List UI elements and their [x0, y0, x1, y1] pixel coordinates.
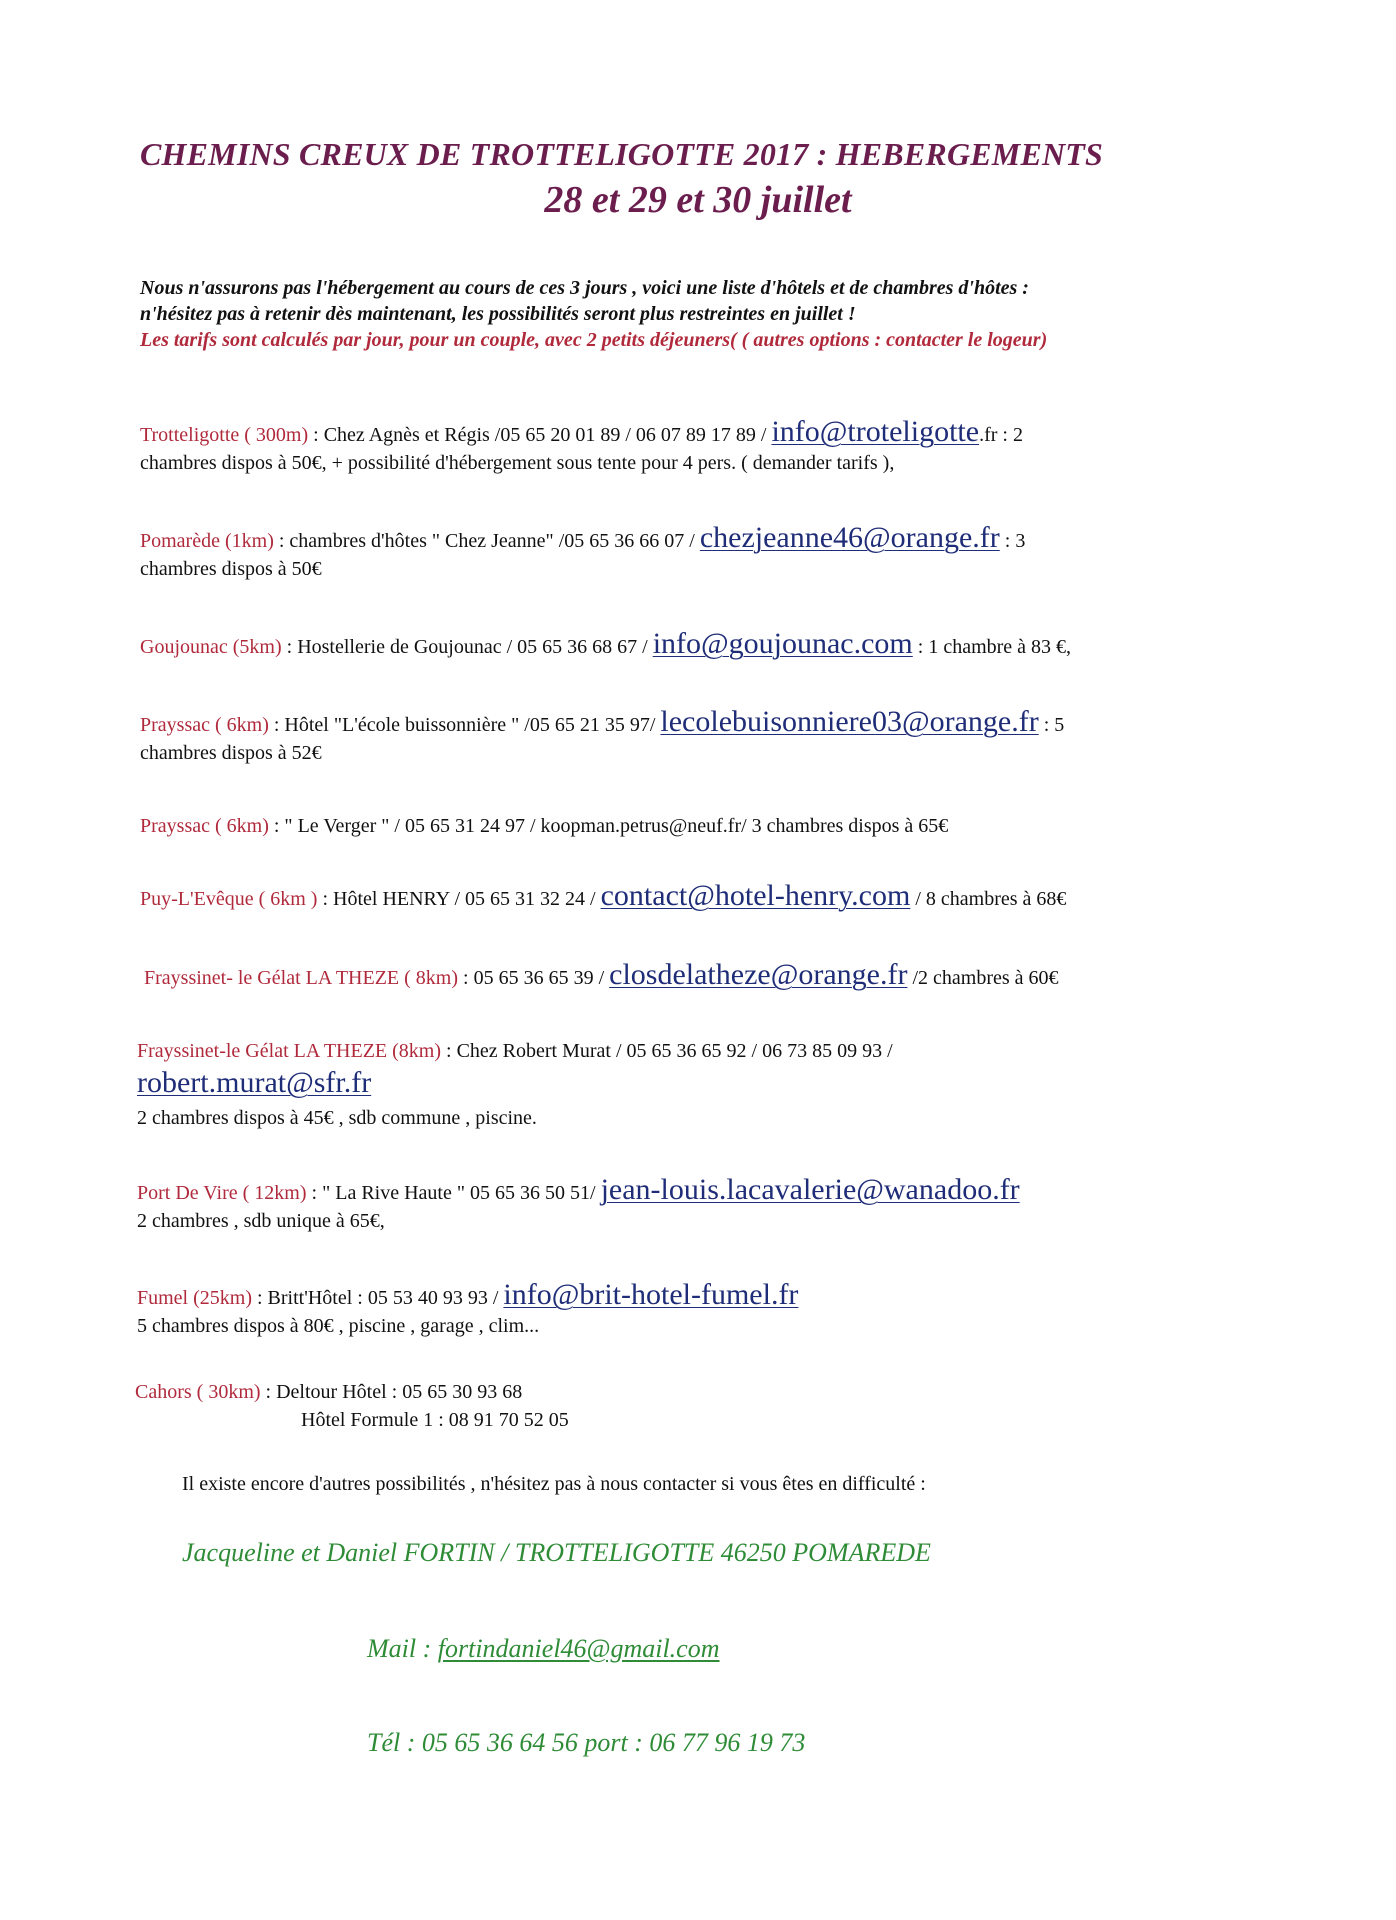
listing-trotteligotte	[140, 415, 1340, 477]
listing-place: Puy-L'Evêque ( 6km )	[140, 888, 318, 910]
organizer-mail	[367, 1634, 720, 1664]
listing-email-link[interactable]: info@goujounac.com	[652, 627, 913, 660]
listing-place: Frayssinet-le Gélat LA THEZE (8km)	[137, 1040, 442, 1062]
intro-line-2: n'hésitez pas à retenir dès maintenant, les possibilités seront plus restreintes en juillet !	[140, 303, 856, 325]
listing-email-link[interactable]: closdelatheze@orange.fr	[609, 958, 908, 991]
listing-email-link[interactable]: info@brit-hotel-fumel.fr	[503, 1278, 799, 1311]
intro-line-1: Nous n'assurons pas l'hébergement au cours de ces 3 jours , voici une liste d'hôtels et de chambres d'hôtes :	[140, 277, 1029, 299]
intro-paragraph	[140, 275, 1320, 353]
listing-details-end: .fr : 2	[979, 424, 1023, 446]
listing-cahors	[135, 1378, 1335, 1434]
listing-details-end: / 8 chambres à 68€	[910, 888, 1067, 910]
listing-port-de-vire	[137, 1173, 1337, 1235]
listing-rooms: chambres dispos à 52€	[140, 742, 322, 764]
listing-frayssinet-murat	[137, 1037, 1337, 1132]
listing-place: Prayssac ( 6km)	[140, 714, 269, 736]
listing-place: Goujounac (5km)	[140, 636, 282, 658]
listing-details: : Chez Agnès et Régis /05 65 20 01 89 / 06 07 89 17 89 /	[308, 424, 772, 446]
document-dates: 28 et 29 et 30 juillet	[544, 179, 852, 221]
listing-frayssinet-clos	[144, 958, 1344, 992]
mail-label: Mail :	[367, 1634, 438, 1663]
listing-details-end: : 3	[999, 530, 1026, 552]
listing-details: : Hôtel HENRY / 05 65 31 32 24 /	[317, 888, 601, 910]
listing-details: : " La Rive Haute " 05 65 36 50 51/	[306, 1182, 601, 1204]
listing-fumel	[137, 1278, 1337, 1340]
listing-place: Cahors ( 30km)	[135, 1381, 261, 1403]
organizer-names: Jacqueline et Daniel FORTIN / TROTTELIGOTTE 46250 POMAREDE	[182, 1538, 931, 1567]
listing-place: Pomarède (1km)	[140, 530, 274, 552]
listing-place: Frayssinet- le Gélat LA THEZE ( 8km)	[144, 967, 459, 989]
listing-email-link[interactable]: contact@hotel-henry.com	[600, 879, 911, 912]
listing-prayssac-ecole	[140, 705, 1340, 767]
listing-details-end: : 5	[1038, 714, 1065, 736]
listing-place: Port De Vire ( 12km)	[137, 1182, 307, 1204]
listing-details: : " Le Verger " / 05 65 31 24 97 / koopman.petrus@neuf.fr/ 3 chambres dispos à 65€	[268, 815, 949, 837]
listing-place: Trotteligotte ( 300m)	[140, 424, 309, 446]
listing-details-end: /2 chambres à 60€	[907, 967, 1059, 989]
intro-pricing-note: Les tarifs sont calculés par jour, pour un couple, avec 2 petits déjeuners( ( autres options : contacter le logeur)	[140, 329, 1048, 351]
listing-details: : Hôtel "L'école buissonnière " /05 65 21 35 97/	[268, 714, 661, 736]
listing-details: : chambres d'hôtes " Chez Jeanne" /05 65 36 66 07 /	[273, 530, 700, 552]
listing-details: : Deltour Hôtel : 05 65 30 93 68	[260, 1381, 523, 1403]
listing-details-second-hotel: Hôtel Formule 1 : 08 91 70 52 05	[301, 1409, 569, 1431]
listing-email-link[interactable]: chezjeanne46@orange.fr	[699, 521, 1000, 554]
listing-rooms: chambres dispos à 50€, + possibilité d'hébergement sous tente pour 4 pers. ( demander tarifs ),	[140, 452, 895, 474]
listing-details: : Britt'Hôtel : 05 53 40 93 93 /	[252, 1287, 504, 1309]
listing-place: Fumel (25km)	[137, 1287, 252, 1309]
listing-rooms: 5 chambres dispos à 80€ , piscine , garage , clim...	[137, 1315, 540, 1337]
listing-rooms: 2 chambres , sdb unique à 65€,	[137, 1210, 385, 1232]
listing-pomarede	[140, 521, 1340, 583]
listing-details: : 05 65 36 65 39 /	[458, 967, 610, 989]
listing-rooms: chambres dispos à 50€	[140, 558, 322, 580]
listing-goujounac	[140, 627, 1340, 661]
contact-note: Il existe encore d'autres possibilités , n'hésitez pas à nous contacter si vous êtes en difficulté :	[182, 1473, 926, 1495]
listing-puy-leveque	[140, 879, 1340, 913]
listing-details-end: : 1 chambre à 83 €,	[912, 636, 1072, 658]
listing-email-link[interactable]: robert.murat@sfr.fr	[137, 1066, 372, 1099]
listing-prayssac-verger	[140, 812, 1340, 840]
listing-details: : Hostellerie de Goujounac / 05 65 36 68 67 /	[281, 636, 653, 658]
listing-email-link[interactable]: info@troteligotte	[771, 415, 980, 448]
organizer-email-link[interactable]: fortindaniel46@gmail.com	[437, 1634, 720, 1663]
listing-details: : Chez Robert Murat / 05 65 36 65 92 / 06 73 85 09 93 /	[441, 1040, 893, 1062]
listing-rooms: 2 chambres dispos à 45€ , sdb commune , piscine.	[137, 1107, 537, 1129]
listing-place: Prayssac ( 6km)	[140, 815, 269, 837]
listing-email-link[interactable]: jean-louis.lacavalerie@wanadoo.fr	[600, 1173, 1020, 1206]
listing-email-link[interactable]: lecolebuisonniere03@orange.fr	[660, 705, 1039, 738]
document-title: CHEMINS CREUX DE TROTTELIGOTTE 2017 : HEBERGEMENTS	[140, 136, 1104, 172]
organizer-phone: Tél : 05 65 36 64 56 port : 06 77 96 19 73	[367, 1728, 806, 1757]
